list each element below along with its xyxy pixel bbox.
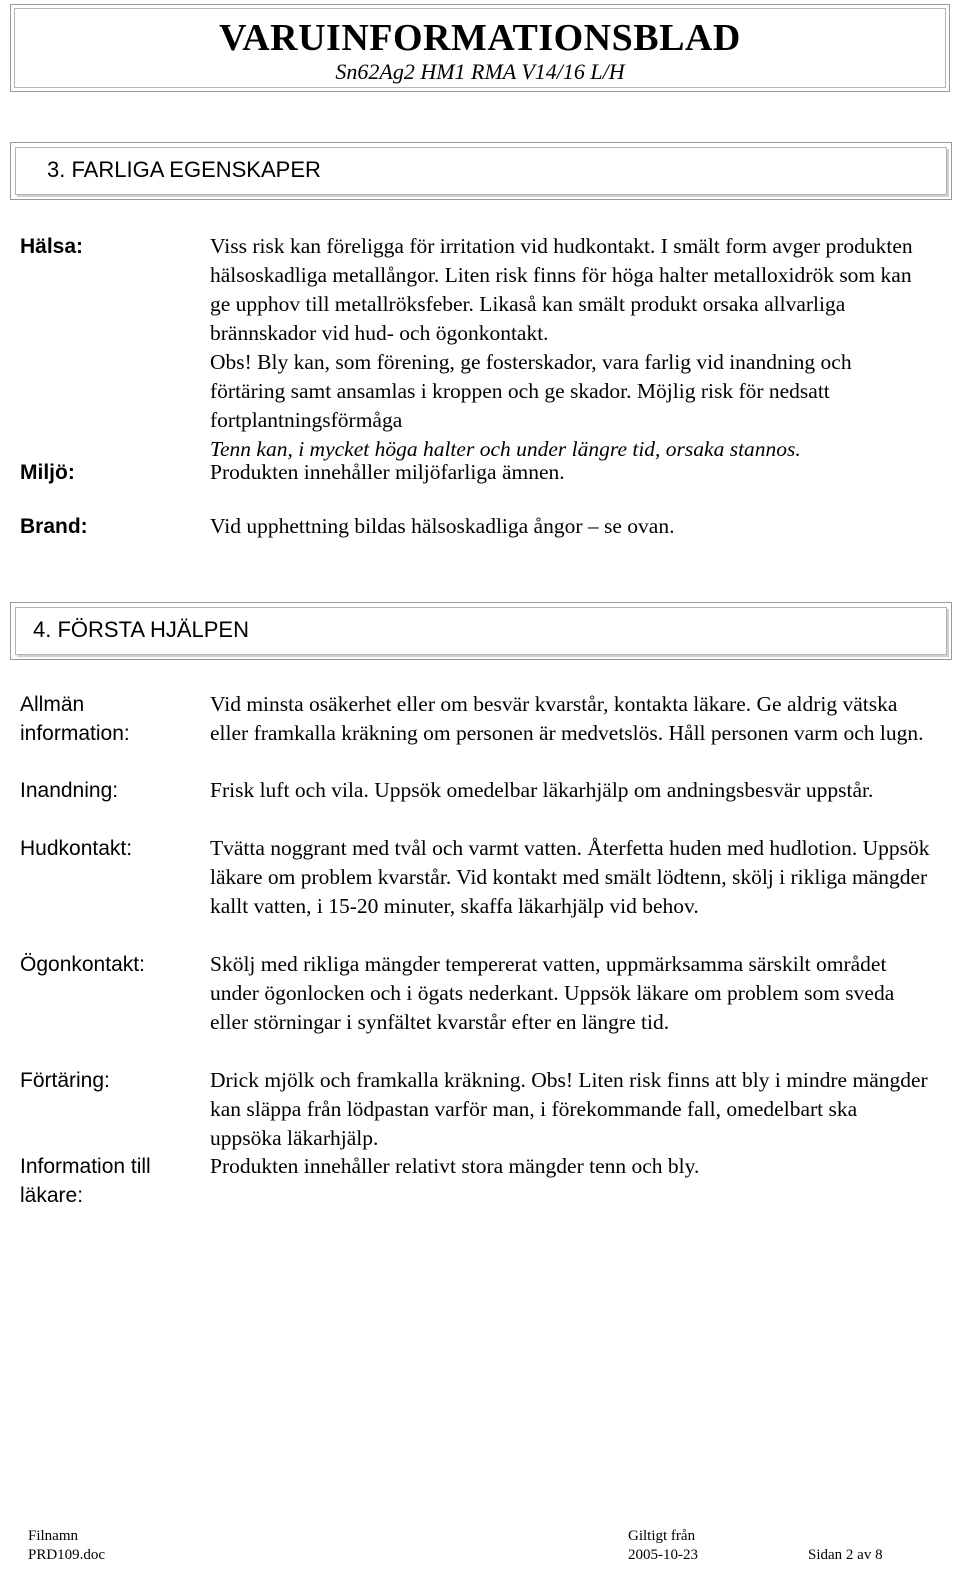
fortaring-label: Förtäring:: [20, 1069, 110, 1092]
inandning-label: Inandning:: [20, 779, 119, 802]
filnamn-label: Filnamn: [28, 1528, 79, 1544]
page-number: Sidan 2 av 8: [808, 1547, 883, 1563]
allman-text: Vid minsta osäkerhet eller om besvär kvarstår, kontakta läkare. Ge aldrig vätska eller framkalla kräkning om personen är medvetslös. Håll personen varm och lugn.: [210, 692, 924, 745]
hudkontakt-text: Tvätta noggrant med tvål och varmt vatten. Återfetta huden med hudlotion. Uppsök läkare om problem kvarstår. Vid kontakt med smält lödtenn, skölj i rikliga mängder kallt vatten, i 15-20 minuter, skaffa läkarhjälp vid behov.: [210, 836, 930, 918]
document-subtitle: Sn62Ag2 HM1 RMA V14/16 L/H: [335, 59, 625, 84]
section-3-heading: 3. FARLIGA EGENSKAPER: [47, 157, 321, 182]
giltigt-label: Giltigt från: [628, 1528, 696, 1544]
halsa-label: Hälsa:: [20, 235, 84, 258]
document-title: VARUINFORMATIONSBLAD: [219, 17, 741, 59]
fortaring-text: Drick mjölk och framkalla kräkning. Obs! Liten risk finns att bly i mindre mängder kan släppa från lödpastan varför man, i förekommande fall, omedelbart ska uppsöka läkarhjälp.: [210, 1068, 928, 1150]
ogonkontakt-text: Skölj med rikliga mängder tempererat vatten, uppmärksamma särskilt området under ögonlocken och i ögats nederkant. Uppsök läkare om problem som sveda eller störningar i synfältet kvarstår efter en längre tid.: [210, 952, 895, 1034]
lakare-label: Information till läkare:: [20, 1155, 151, 1207]
section-3-heading-bar: [10, 142, 952, 200]
lakare-text: Produkten innehåller relativt stora mängder tenn och bly.: [210, 1154, 700, 1178]
section-4-heading: 4. FÖRSTA HJÄLPEN: [33, 617, 249, 642]
halsa-text: [210, 232, 930, 464]
brand-label: Brand:: [20, 515, 88, 538]
giltigt-value: 2005-10-23: [628, 1547, 698, 1563]
brand-text: Vid upphettning bildas hälsoskadliga ångor – se ovan.: [210, 514, 675, 538]
allman-label: Allmän information:: [20, 693, 130, 745]
document-header: [10, 4, 950, 92]
inandning-text: Frisk luft och vila. Uppsök omedelbar läkarhjälp om andningsbesvär uppstår.: [210, 778, 874, 802]
halsa-paragraph-1: Viss risk kan föreligga för irritation vid hudkontakt. I smält form avger produkten hälsoskadliga metallångor. Liten risk finns för höga halter metalloxidrök som kan ge upphov till metallröksfeber. Likaså kan smält produkt orsaka allvarliga brännskador vid hud- och ögonkontakt.: [210, 234, 913, 345]
halsa-paragraph-italic: Tenn kan, i mycket höga halter och under längre tid, orsaka stannos.: [210, 437, 801, 461]
hudkontakt-label: Hudkontakt:: [20, 837, 133, 860]
section-4-heading-bar: [10, 602, 952, 660]
halsa-paragraph-2: Obs! Bly kan, som förening, ge fosterskador, vara farlig vid inandning och förtäring samt ansamlas i kroppen och ge skador. Möjlig risk för nedsatt fortplantningsförmåga: [210, 350, 852, 432]
filnamn-value: PRD109.doc: [28, 1547, 106, 1563]
ogonkontakt-label: Ögonkontakt:: [20, 953, 145, 976]
miljo-text: Produkten innehåller miljöfarliga ämnen.: [210, 460, 565, 484]
miljo-label: Miljö:: [20, 461, 75, 484]
